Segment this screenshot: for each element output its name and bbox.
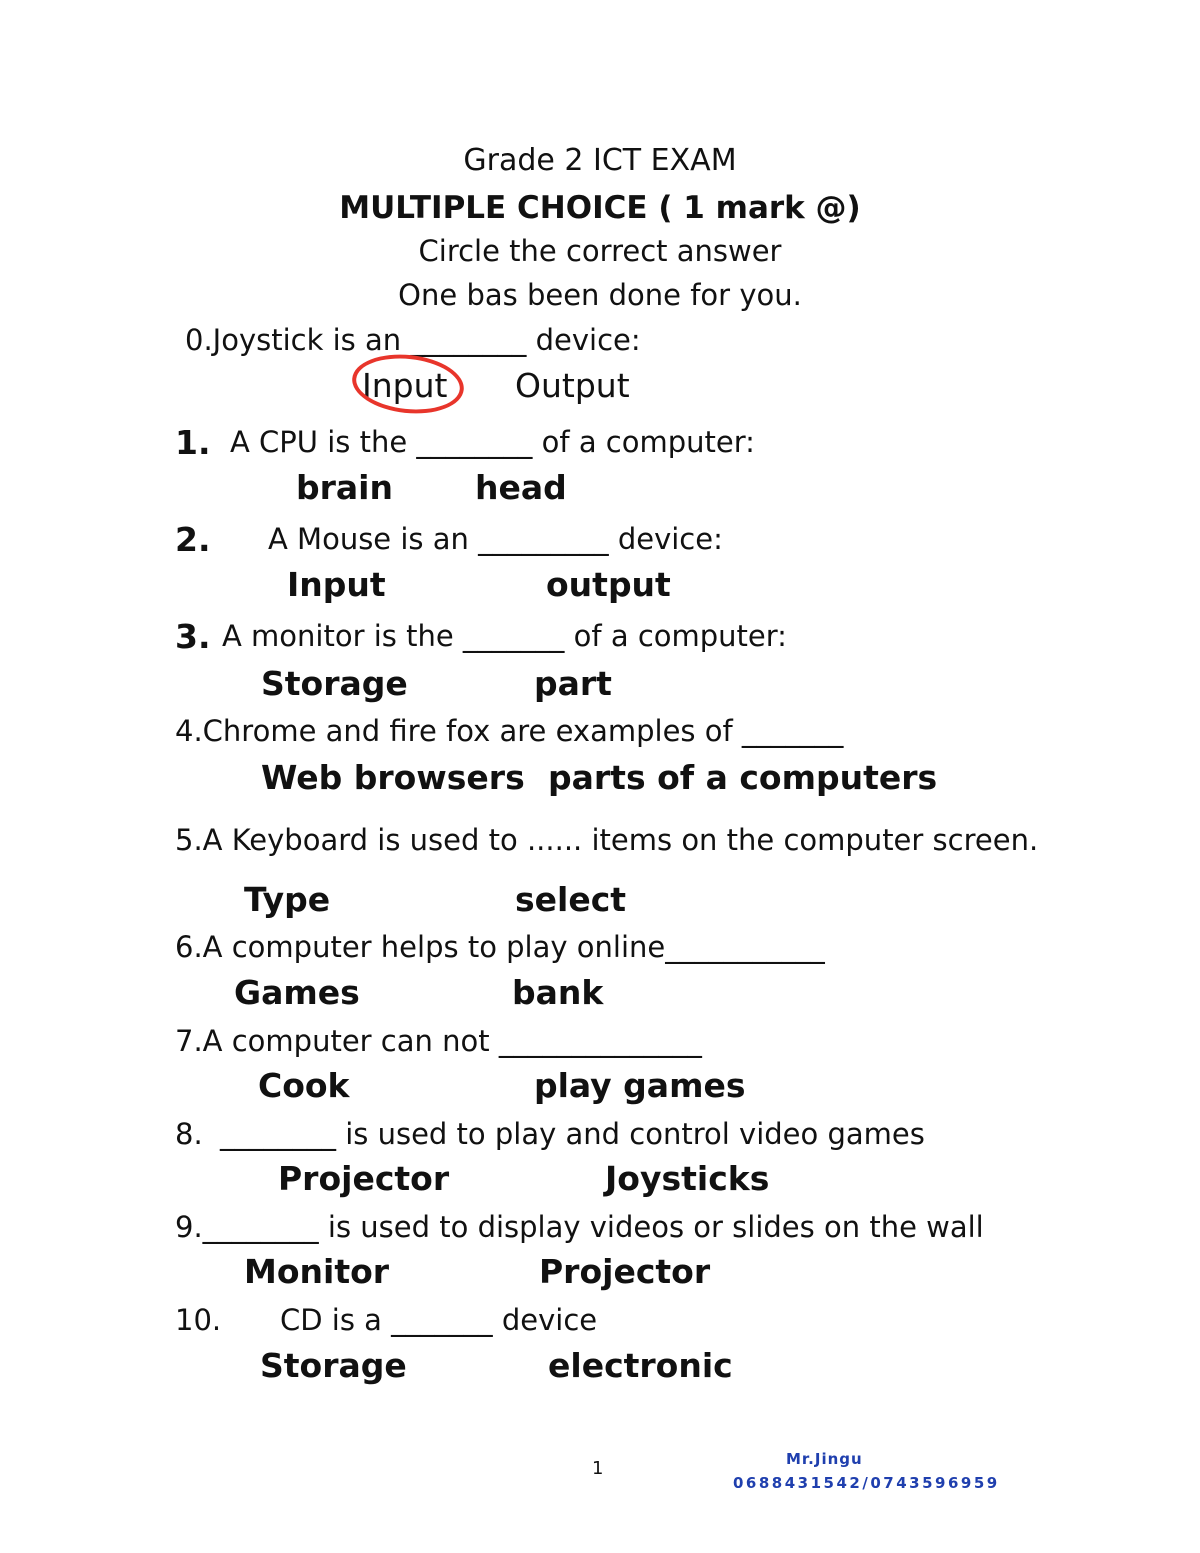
q5-option-b: select bbox=[515, 880, 627, 919]
question-number: 0. bbox=[185, 323, 213, 357]
answer-circle bbox=[349, 349, 466, 418]
question-number: 7. bbox=[175, 1024, 203, 1058]
q6-option-a: Games bbox=[234, 973, 360, 1012]
author-phone: 0688431542/0743596959 bbox=[733, 1474, 1000, 1492]
question-5 bbox=[175, 823, 1038, 857]
q8-option-b: Joysticks bbox=[605, 1159, 770, 1198]
q7-option-b: play games bbox=[534, 1066, 746, 1105]
instruction-text: Circle the correct answer bbox=[418, 234, 782, 268]
question-text: ________ is used to display videos or slides on the wall bbox=[202, 1210, 984, 1244]
q0-option-b: Output bbox=[515, 366, 630, 405]
q6-option-b: bank bbox=[512, 973, 604, 1012]
question-text: Joystick is an ________ device: bbox=[212, 323, 641, 357]
q4-option-a: Web browsers bbox=[261, 758, 525, 797]
question-text: Chrome and fire fox are examples of _______ bbox=[202, 714, 844, 748]
question-number: 4. bbox=[175, 714, 203, 748]
question-text: ________ is used to play and control video games bbox=[220, 1117, 925, 1151]
question-text: A computer can not ______________ bbox=[202, 1024, 702, 1058]
question-number: 2. bbox=[175, 520, 211, 559]
page-number: 1 bbox=[592, 1458, 604, 1479]
question-1 bbox=[175, 423, 755, 462]
question-text: A monitor is the _______ of a computer: bbox=[222, 619, 787, 653]
q2-option-a: Input bbox=[287, 565, 386, 604]
q3-option-b: part bbox=[534, 664, 612, 703]
q1-option-b: head bbox=[475, 468, 567, 507]
question-number: 3. bbox=[175, 617, 211, 656]
question-text: A Mouse is an _________ device: bbox=[268, 522, 723, 556]
question-number: 1. bbox=[175, 423, 211, 462]
question-number: 6. bbox=[175, 930, 203, 964]
question-10 bbox=[175, 1303, 598, 1337]
q9-option-b: Projector bbox=[539, 1252, 711, 1291]
question-3 bbox=[175, 617, 787, 656]
question-number: 9. bbox=[175, 1210, 203, 1244]
question-4 bbox=[175, 714, 843, 748]
question-6 bbox=[175, 930, 825, 964]
question-text: CD is a _______ device bbox=[280, 1303, 598, 1337]
q9-option-a: Monitor bbox=[244, 1252, 390, 1291]
q7-option-a: Cook bbox=[258, 1066, 350, 1105]
q2-option-b: output bbox=[546, 565, 671, 604]
q10-option-b: electronic bbox=[548, 1346, 733, 1385]
section-heading: MULTIPLE CHOICE ( 1 mark @) bbox=[339, 190, 861, 226]
exam-title: Grade 2 ICT EXAM bbox=[463, 143, 737, 178]
q8-option-a: Projector bbox=[278, 1159, 450, 1198]
question-number: 10. bbox=[175, 1303, 222, 1337]
q5-option-a: Type bbox=[244, 880, 331, 919]
example-note: One bas been done for you. bbox=[398, 278, 802, 312]
q1-option-a: brain bbox=[296, 468, 393, 507]
question-number: 8. bbox=[175, 1117, 203, 1151]
question-text: A computer helps to play online___________ bbox=[202, 930, 825, 964]
question-0 bbox=[185, 323, 641, 357]
question-text: A CPU is the ________ of a computer: bbox=[230, 425, 755, 459]
q3-option-a: Storage bbox=[261, 664, 408, 703]
question-9 bbox=[175, 1210, 984, 1244]
question-8 bbox=[175, 1117, 925, 1151]
question-number: 5. bbox=[175, 823, 203, 857]
q10-option-a: Storage bbox=[260, 1346, 407, 1385]
author-name: Mr.Jingu bbox=[786, 1450, 863, 1468]
q4-option-b: parts of a computers bbox=[548, 758, 938, 797]
q0-option-a: Input bbox=[362, 366, 448, 405]
question-2 bbox=[175, 520, 723, 559]
question-7 bbox=[175, 1024, 702, 1058]
question-text: A Keyboard is used to ...... items on the computer screen. bbox=[202, 823, 1039, 857]
